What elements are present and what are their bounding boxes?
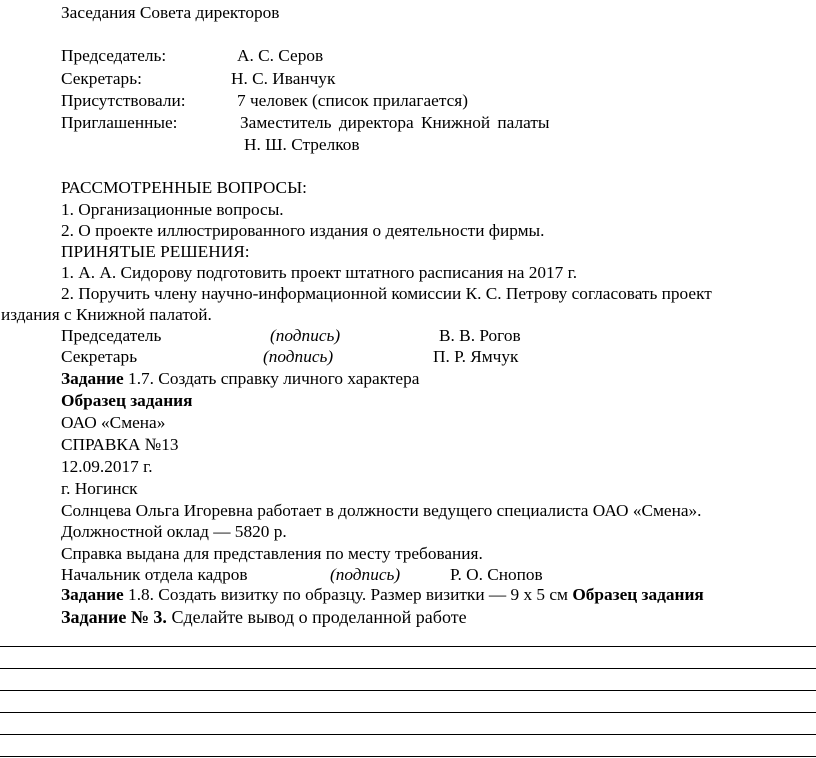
decision-item-cont: издания с Книжной палатой.: [1, 305, 212, 324]
sample-sign-role: Начальник отдела кадров: [61, 565, 248, 584]
attendee-role: Председатель:: [61, 46, 167, 65]
attendee-value: Заместитель директора Книжной палаты: [240, 113, 550, 132]
attendee-role: Секретарь:: [61, 69, 142, 88]
sample-body: Справка выдана для представления по месту требования.: [61, 544, 483, 563]
signature-name: В. В. Рогов: [439, 326, 521, 345]
attendee-value: А. С. Серов: [237, 46, 324, 65]
sample-body: Должностной оклад — 5820 р.: [61, 522, 287, 541]
signature-mark: (подпись): [270, 326, 341, 345]
considered-item: 1. Организационные вопросы.: [61, 200, 284, 219]
answer-line[interactable]: [0, 712, 816, 713]
answer-line[interactable]: [0, 734, 816, 735]
attendee-value: 7 человек (список прилагается): [237, 91, 468, 110]
doc-header: Заседания Совета директоров: [61, 3, 280, 22]
answer-line[interactable]: [0, 646, 816, 647]
task-label: Задание: [61, 585, 124, 604]
task-sample-label: Образец задания: [572, 585, 704, 604]
sample-org: ОАО «Смена»: [61, 413, 166, 432]
task-1-8: [61, 584, 704, 606]
sample-sign-mark: (подпись): [330, 565, 401, 584]
considered-item: 2. О проекте иллюстрированного издания о деятельности фирмы.: [61, 221, 545, 240]
considered-heading: РАССМОТРЕННЫЕ ВОПРОСЫ:: [61, 178, 307, 197]
decision-item: 1. А. А. Сидорову подготовить проект штатного расписания на 2017 г.: [61, 263, 578, 282]
decisions-heading: ПРИНЯТЫЕ РЕШЕНИЯ:: [61, 242, 250, 261]
task-label: Задание: [61, 369, 124, 388]
task-text: 1.7. Создать справку личного характера: [123, 369, 420, 388]
task-text: Сделайте вывод о проделанной работе: [166, 607, 467, 627]
signature-name: П. Р. Ямчук: [433, 347, 519, 366]
sample-label: Образец задания: [61, 391, 193, 410]
sample-doc-title: СПРАВКА №13: [61, 435, 179, 454]
signature-role: Председатель: [61, 326, 162, 345]
answer-line[interactable]: [0, 690, 816, 691]
signature-mark: (подпись): [263, 347, 334, 366]
sample-place: г. Ногинск: [61, 479, 138, 498]
task-1-7: [61, 368, 419, 390]
sample-sign-name: Р. О. Снопов: [450, 565, 543, 584]
attendee-role: Присутствовали:: [61, 91, 186, 110]
attendee-value: Н. С. Иванчук: [231, 69, 336, 88]
decision-item: 2. Поручить члену научно-информационной комиссии К. С. Петрову согласовать проект: [61, 284, 712, 303]
task-3: [61, 606, 467, 628]
signature-role: Секретарь: [61, 347, 138, 366]
answer-line[interactable]: [0, 668, 816, 669]
sample-body: Солнцева Ольга Игоревна работает в должности ведущего специалиста ОАО «Смена».: [61, 501, 702, 520]
attendee-cont: Н. Ш. Стрелков: [244, 135, 360, 154]
answer-line[interactable]: [0, 756, 816, 757]
sample-date: 12.09.2017 г.: [61, 457, 153, 476]
task-label: Задание № 3.: [61, 607, 167, 627]
attendee-role: Приглашенные:: [61, 113, 178, 132]
task-text: 1.8. Создать визитку по образцу. Размер визитки — 9 х 5 см: [123, 585, 573, 604]
